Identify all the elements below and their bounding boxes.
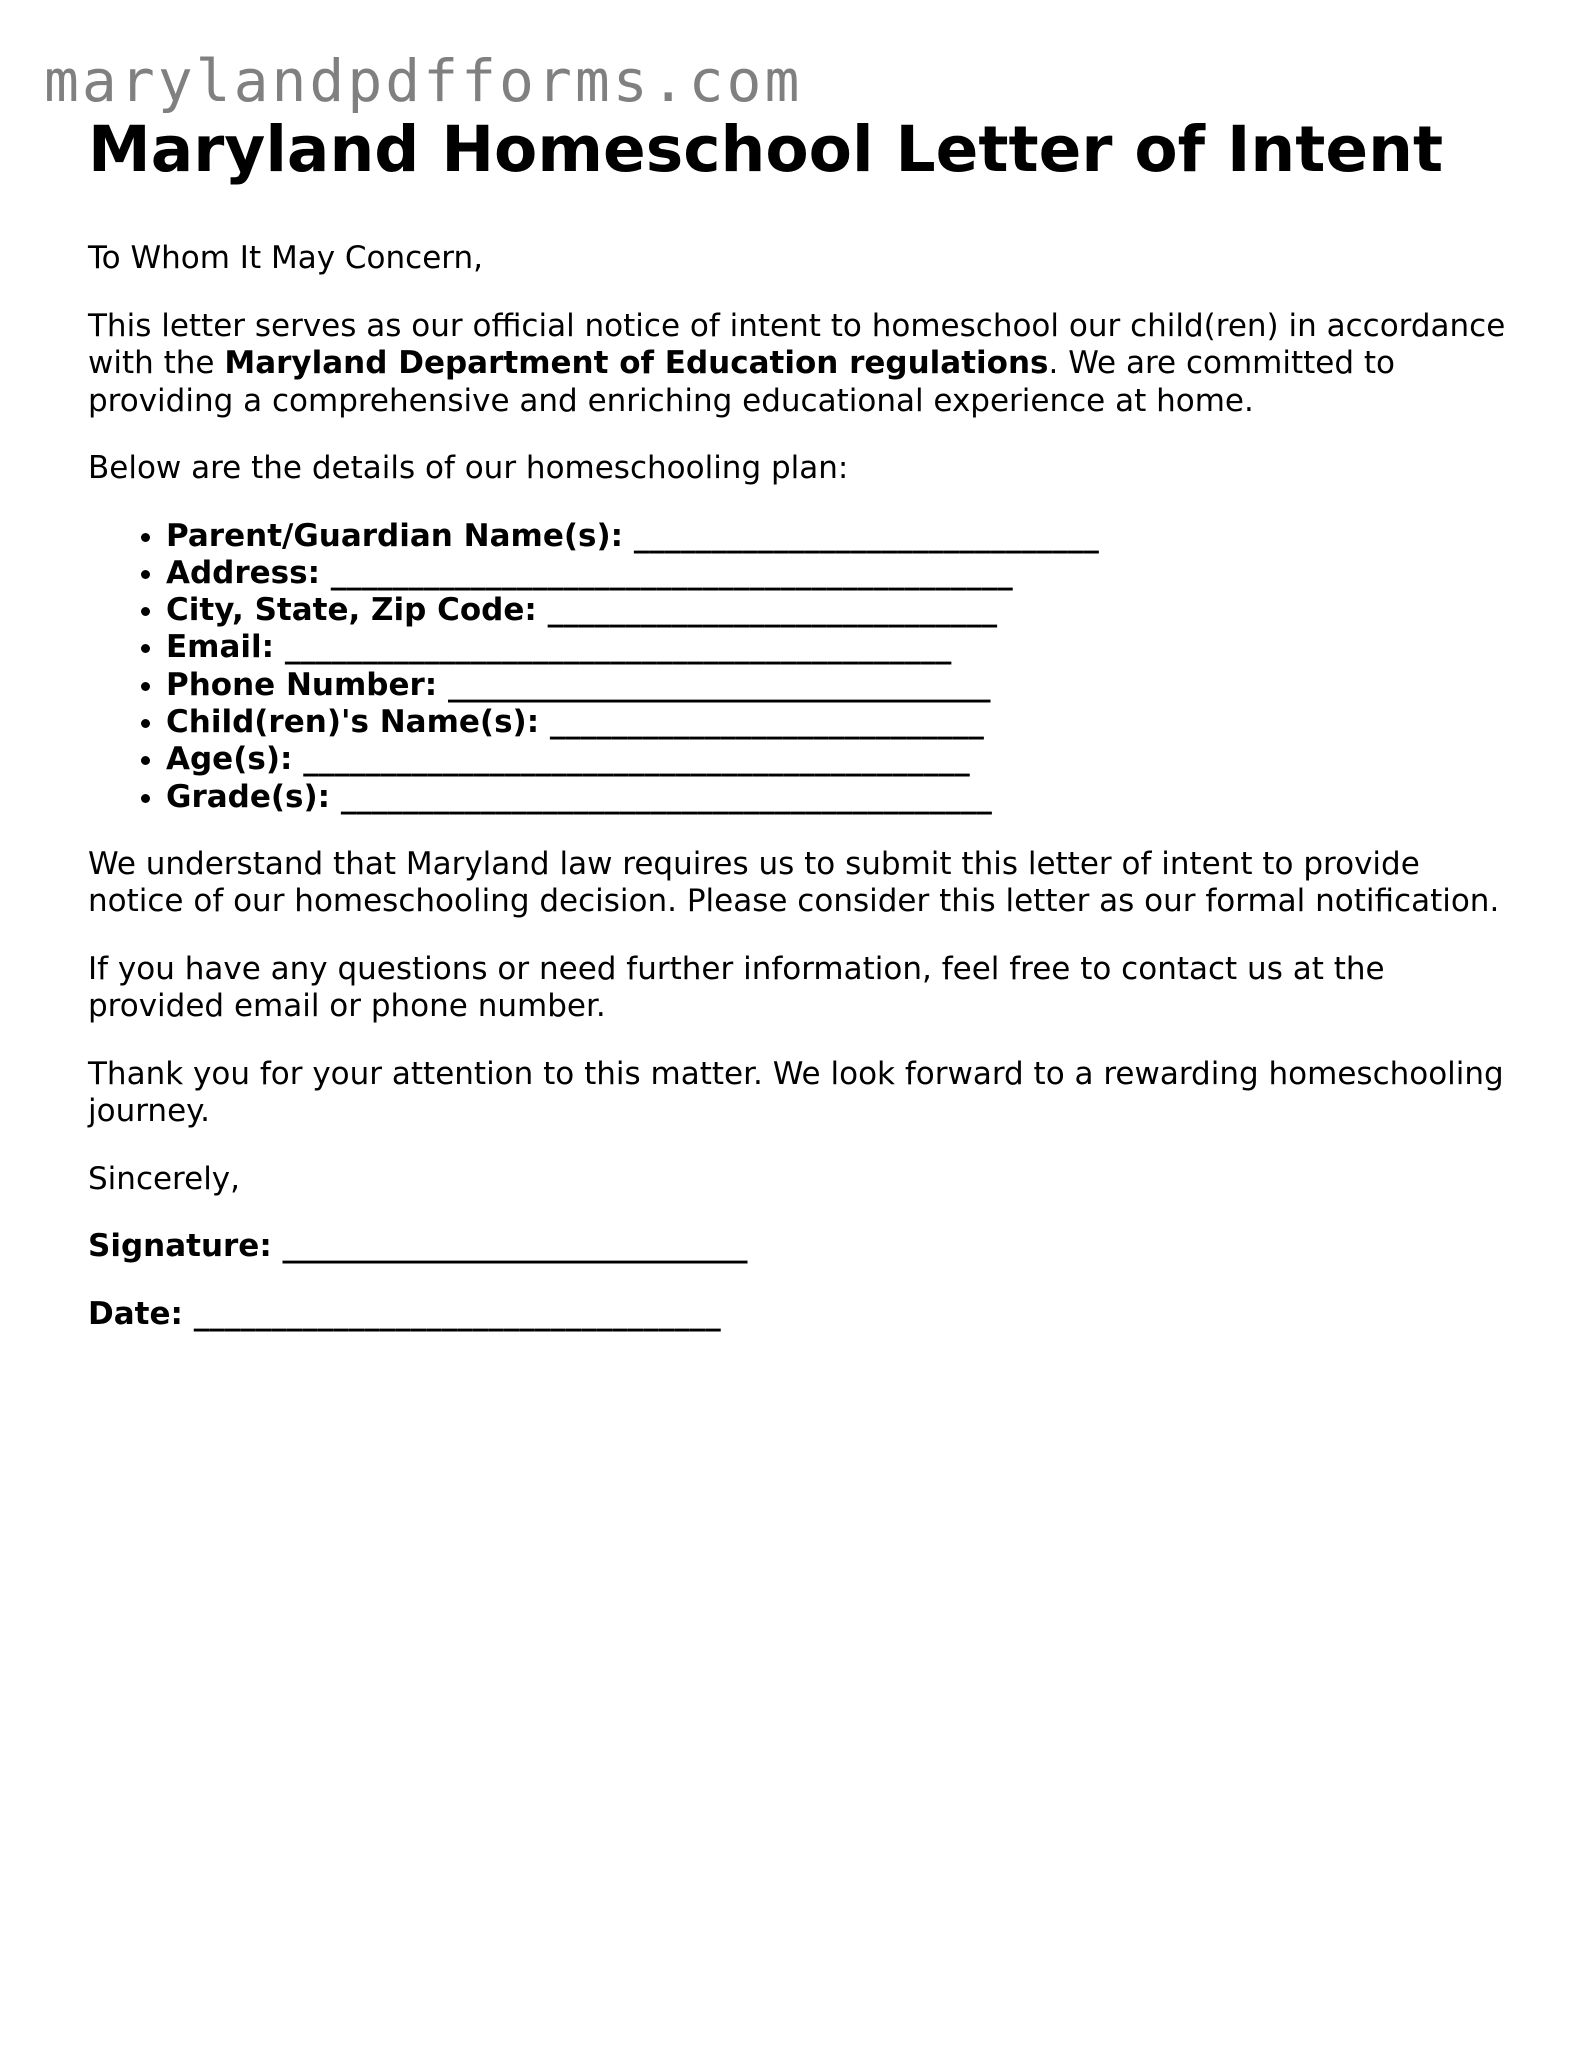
phone-number-blank[interactable]: ___________________________________ bbox=[448, 666, 991, 703]
field-label: Child(ren)'s Name(s): bbox=[166, 703, 540, 740]
field-children-names bbox=[166, 704, 1518, 741]
field-phone-number bbox=[166, 667, 1518, 704]
intro-text-before: This letter serves as our official notice of intent to homeschool our child(ren) in accordance with the bbox=[88, 307, 1506, 381]
date-label: Date: bbox=[88, 1295, 183, 1332]
grades-blank[interactable]: __________________________________________ bbox=[340, 778, 992, 815]
intro-text-bold: Maryland Department of Education regulations bbox=[224, 345, 1049, 381]
field-city-state-zip bbox=[166, 592, 1518, 629]
letter-page bbox=[88, 112, 1518, 1333]
field-label: Phone Number: bbox=[166, 666, 438, 703]
field-email bbox=[166, 629, 1518, 666]
law-paragraph: We understand that Maryland law requires us to submit this letter of intent to provide notice of our homeschooling decision. Please consider this letter as our formal notification. bbox=[88, 845, 1500, 920]
contact-paragraph: If you have any questions or need further information, feel free to contact us at the provided email or phone number. bbox=[88, 950, 1385, 1025]
ages-blank[interactable]: ___________________________________________ bbox=[303, 741, 970, 778]
field-label: City, State, Zip Code: bbox=[166, 592, 537, 629]
field-grades bbox=[166, 779, 1518, 816]
field-label: Parent/Guardian Name(s): bbox=[166, 517, 624, 554]
page-title: Maryland Homeschool Letter of Intent bbox=[88, 113, 1444, 186]
watermark: marylandpdfforms.com bbox=[44, 47, 803, 115]
field-label: Age(s): bbox=[166, 741, 293, 778]
field-label: Grade(s): bbox=[166, 778, 331, 815]
thanks-paragraph: Thank you for your attention to this matter. We look forward to a rewarding homeschooling journey. bbox=[88, 1055, 1504, 1130]
signature-blank[interactable]: ______________________________ bbox=[282, 1228, 748, 1265]
city-state-zip-blank[interactable]: _____________________________ bbox=[547, 592, 998, 629]
signature-label: Signature: bbox=[88, 1228, 272, 1265]
field-address bbox=[166, 555, 1518, 592]
email-blank[interactable]: ___________________________________________ bbox=[284, 629, 952, 666]
closing: Sincerely, bbox=[88, 1160, 241, 1197]
date-blank[interactable]: __________________________________ bbox=[193, 1295, 721, 1332]
children-names-blank[interactable]: ____________________________ bbox=[549, 703, 984, 740]
field-label: Email: bbox=[166, 629, 275, 666]
parent-guardian-blank[interactable]: ______________________________ bbox=[633, 517, 1099, 554]
field-parent-guardian bbox=[166, 518, 1518, 555]
address-blank[interactable]: ____________________________________________ bbox=[330, 554, 1013, 591]
intro-text-after: . We are committed to providing a comprehensive and enriching educational experience at home. bbox=[88, 345, 1396, 419]
date-line bbox=[88, 1296, 1518, 1334]
details-field-list bbox=[88, 518, 1518, 816]
greeting: To Whom It May Concern, bbox=[88, 240, 483, 276]
details-lead: Below are the details of our homeschooling plan: bbox=[88, 450, 849, 486]
signature-line bbox=[88, 1228, 1518, 1266]
field-label: Address: bbox=[166, 554, 320, 591]
field-ages bbox=[166, 741, 1518, 778]
intro-paragraph bbox=[88, 308, 1518, 421]
